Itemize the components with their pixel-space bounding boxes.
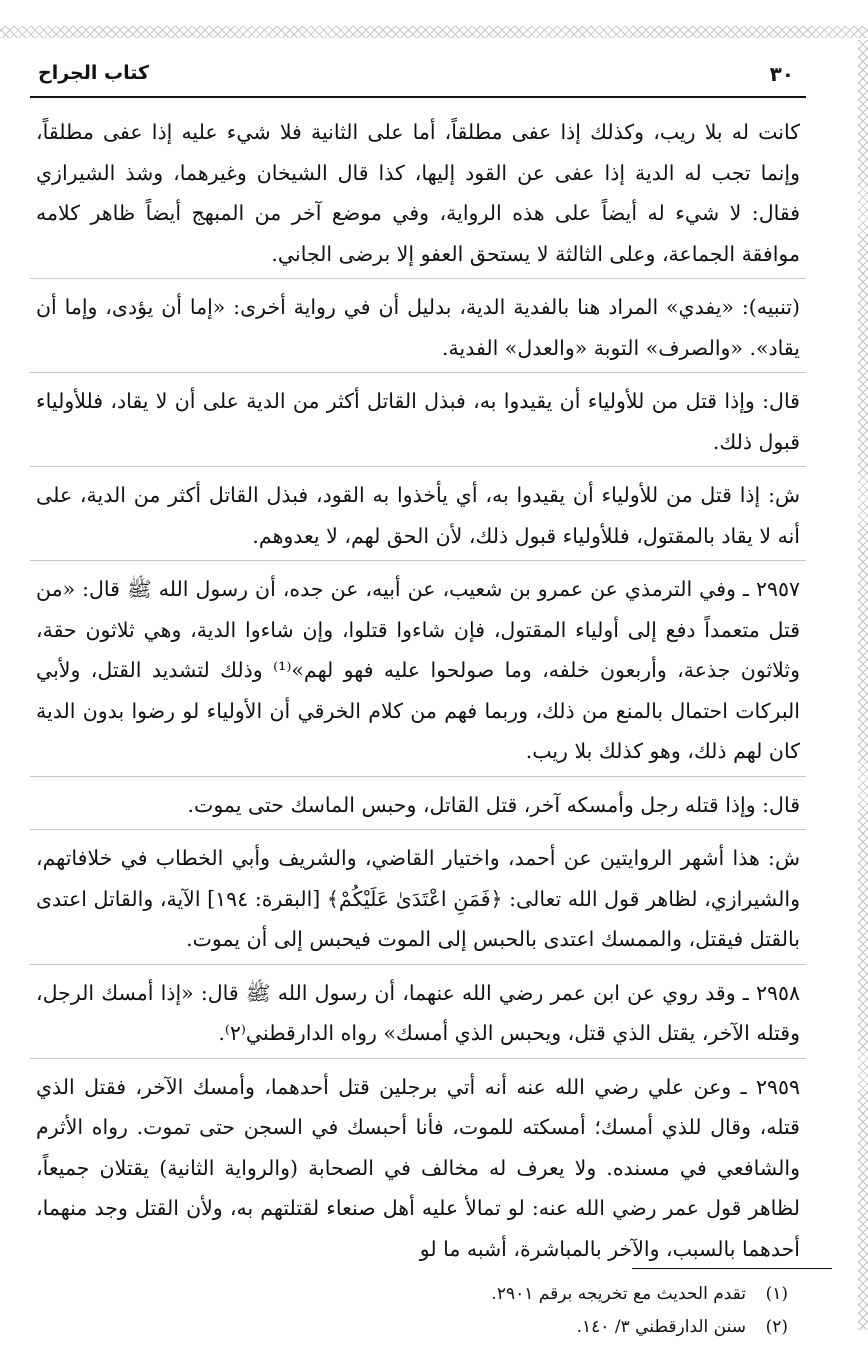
footnote-text: سنن الدارقطني ٣/ ١٤٠.: [576, 1317, 746, 1337]
footnote-rule: [632, 1268, 832, 1269]
footnote-number: (١): [765, 1284, 788, 1304]
page-number: ٣٠: [769, 62, 794, 86]
footnote-text: تقدم الحديث مع تخريجه برقم ٢٩٠١.: [491, 1284, 746, 1304]
footnote: [30, 1278, 806, 1311]
paragraph: ش: إذا قتل من للأولياء أن يقيدوا به، أي يأخذوا به القود، فبذل القاتل أكثر من الدية، على أنه لا يقاد بالمقتول، فللأولياء قبول ذلك، لأن الحق لهم، لا يعدوهم.: [36, 483, 800, 548]
paragraph: كانت له بلا ريب، وكذلك إذا عفى مطلقاً، أما على الثانية فلا شيء عليه إذا عفى مطلقاً، وإنما تجب له الدية إذا عفى عن القود إليها، كذا قال الشيخان وغيرهما، وشذ الشيرازي فقال: لا شيء له أيضاً على هذه الرواية، وفي موضع آخر من المبهج أيضاً ظاهر كلامه موافقة الجماعة، وعلى الثالثة لا يستحق العفو إلا برضى الجاني.: [36, 120, 800, 266]
paragraph-divider: [30, 372, 806, 373]
page-header: [30, 56, 806, 98]
paragraph: ٢٩٥٨ ـ وقد روي عن ابن عمر رضي الله عنهما، أن رسول الله ﷺ قال: «إذا أمسك الرجل، وقتله الآخر، يقتل الذي قتل، ويحبس الذي أمسك» رواه الدارقطني⁽٢⁾.: [36, 980, 800, 1045]
paragraph: ش: هذا أشهر الروايتين عن أحمد، واختيار القاضي، والشريف وأبي الخطاب في خلافاتهم، والشيرازي، لظاهر قول الله تعالى: ﴿فَمَنِ اعْتَدَىٰ عَلَيْكُمْ﴾ [البقرة: ١٩٤] الآية، والقاتل اعتدى بالقتل فيقتل، والممسك اعتدى بالحبس إلى الموت فيحبس إلى أن يموت.: [36, 846, 801, 951]
paragraph-divider: [30, 964, 806, 965]
paragraph-divider: [30, 560, 806, 561]
paragraph: ٢٩٥٧ ـ وفي الترمذي عن عمرو بن شعيب، عن أبيه، عن جده، أن رسول الله ﷺ قال: «من قتل متعمداً دفع إلى أولياء المقتول، فإن شاءوا قتلوا، وإن شاءوا الدية، وهي ثلاثون حقة، وثلاثون جذعة، وأربعون خلفه، وما صولحوا عليه فهو لهم»⁽¹⁾ وذلك لتشديد القتل، ولأبي البركات احتمال بالمنع من ذلك، وربما فهم من كلام الخرقي أن الأولياء لو رضوا بدون الدية كان لهم ذلك، وهو كذلك بلا ريب.: [36, 577, 800, 763]
paragraph-divider: [30, 466, 806, 467]
paragraph-divider: [30, 776, 806, 777]
paragraph: قال: وإذا قتل من للأولياء أن يقيدوا به، فبذل القاتل أكثر من الدية على أن لا يقاد، فللأولياء قبول ذلك.: [36, 389, 800, 454]
top-border-ornament: [0, 26, 868, 38]
footnote-number: (٢): [765, 1317, 788, 1337]
running-title: كتاب الجراح: [38, 62, 150, 84]
side-border-ornament: [858, 40, 868, 1330]
paragraph: ٢٩٥٩ ـ وعن علي رضي الله عنه أنه أتي برجلين قتل أحدهما، وأمسك الآخر، فقتل الذي قتله، وقال للذي أمسك؛ أمسكته للموت، فأنا أحبسك في السجن حتى تموت. رواه الأثرم والشافعي في مسنده. ولا يعرف له مخالف في الصحابة (والرواية الثانية) يقتلان جميعاً، لظاهر قول عمر رضي الله عنه: لو تمالأ عليه أهل صنعاء لقتلتهم به، ولأن القتل وجد منهما، أحدهما بالسبب، والآخر بالمباشرة، أشبه ما لو: [36, 1074, 800, 1261]
page-body: [30, 112, 806, 1273]
footnote: [30, 1311, 806, 1344]
paragraph-divider: [30, 829, 806, 830]
paragraph-divider: [30, 1058, 806, 1059]
paragraph-divider: [30, 278, 806, 279]
paragraph: (تنبيه): «يفدي» المراد هنا بالفدية الدية، بدليل أن في رواية أخرى: «إما أن يؤدى، وإما أن يقاد». «والصرف» التوبة «والعدل» الفدية.: [36, 295, 800, 360]
footnotes: [30, 1278, 806, 1344]
paragraph: قال: وإذا قتله رجل وأمسكه آخر، قتل القاتل، وحبس الماسك حتى يموت.: [187, 792, 800, 817]
